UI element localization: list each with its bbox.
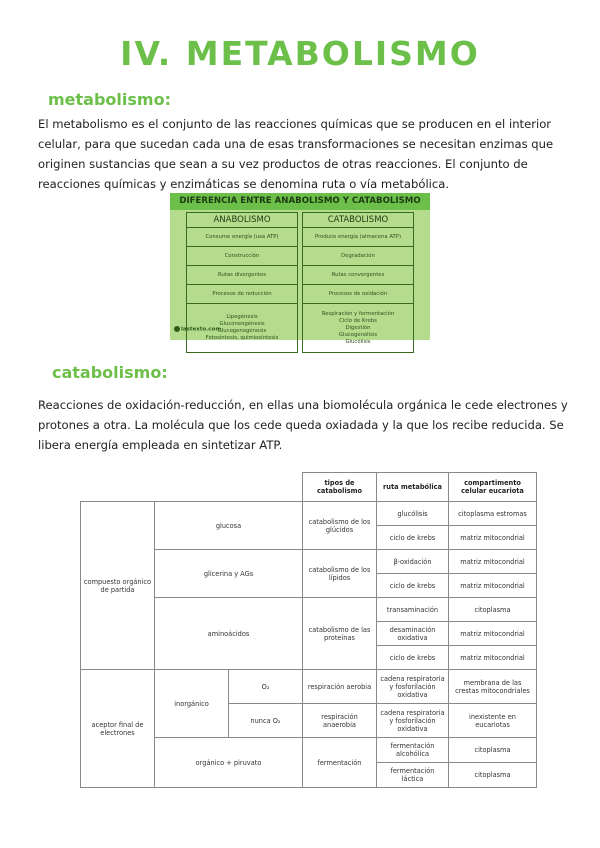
page-title: IV. METABOLISMO: [120, 34, 480, 73]
figure-cell: Rutas divergentes: [186, 265, 298, 284]
figure-cell: Produce energía (almacena ATP): [302, 227, 414, 246]
figure-cell: Procesos de reducción: [186, 284, 298, 303]
paragraph-catabolismo: Reacciones de oxidación-reducción, en ellas una biomolécula orgánica le cede electrones y protones a otra. La molécula que los cede queda oxiadada y la que los recibe reducida. Se libera energía empleada en sintetizar ATP.: [38, 398, 568, 452]
header-tipos: tipos de catabolismo: [303, 473, 377, 502]
heading-catabolismo: catabolismo:: [52, 363, 168, 382]
cell-fermentacion: fermentación: [303, 738, 377, 788]
cell-desaminacion: desaminación oxidativa: [377, 622, 449, 646]
cell-krebs: ciclo de krebs: [377, 526, 449, 550]
cell-krebs: ciclo de krebs: [377, 646, 449, 670]
header-compartimento: compartimento celular eucariota: [449, 473, 537, 502]
cell-glucosa: glucosa: [155, 502, 303, 550]
cell-matriz: matriz mitocondrial: [449, 574, 537, 598]
cell-lipidos: catabolismo de los lípidos: [303, 550, 377, 598]
header-ruta: ruta metabólica: [377, 473, 449, 502]
cell-beta-oxidacion: β-oxidación: [377, 550, 449, 574]
logo-icon: [174, 326, 180, 332]
cell-membrana: membrana de las crestas mitocondriales: [449, 670, 537, 704]
cell-nunca-o2: nunca O₂: [229, 704, 303, 738]
blank-cell: [81, 473, 303, 502]
figure-cell: Respiración y fermentación Ciclo de Krebs Digestión Glucogenólisis Glucólisis: [302, 303, 414, 353]
cell-o2: O₂: [229, 670, 303, 704]
cell-alcoholica: fermentación alcohólica: [377, 738, 449, 763]
cell-aminoacidos: aminoácidos: [155, 598, 303, 670]
catabolismo-column: [302, 212, 414, 353]
cell-glucidos: catabolismo de los glúcidos: [303, 502, 377, 550]
logo-text: lastexto.com: [181, 326, 222, 333]
cell-citoplasma: citoplasma: [449, 738, 537, 763]
metabolism-table: [80, 472, 537, 788]
cell-transaminacion: transaminación: [377, 598, 449, 622]
comparison-figure: [170, 193, 430, 345]
cell-glucolisis: glucólisis: [377, 502, 449, 526]
figure-cell: Construcción: [186, 246, 298, 265]
figure-title: DIFERENCIA ENTRE ANABOLISMO Y CATABOLISMO: [170, 193, 430, 210]
paragraph-metabolismo: El metabolismo es el conjunto de las reacciones químicas que se producen en el interior celular, para que sucedan cada una de esas transformaciones se necesitan enzimas que originen sustancias que sean a su vez productos de otras reacciones. El conjunto de reacciones químicas y enzimáticas se denomina ruta o vía metabólica.: [38, 117, 554, 191]
catabolismo-header: CATABOLISMO: [302, 212, 414, 227]
figure-cell: Rutas convergentes: [302, 265, 414, 284]
cell-cadena: cadena respiratoria y fosforilación oxidativa: [377, 670, 449, 704]
cell-matriz: matriz mitocondrial: [449, 550, 537, 574]
figure-cell: Consume energía (usa ATP): [186, 227, 298, 246]
cell-matriz: matriz mitocondrial: [449, 622, 537, 646]
cell-lactica: fermentación láctica: [377, 763, 449, 788]
cell-inorganico: inorgánico: [155, 670, 229, 738]
cell-krebs: ciclo de krebs: [377, 574, 449, 598]
row-group-compuesto: compuesto orgánico de partida: [81, 502, 155, 670]
figure-cell: Procesos de oxidación: [302, 284, 414, 303]
cell-cadena: cadena respiratoria y fosforilación oxidativa: [377, 704, 449, 738]
figure-cell: Lipogénesis Gluconeogénesis Glucogenogénesis Fotosíntesis, quimiosíntesis: [186, 303, 298, 353]
cell-proteinas: catabolismo de las proteínas: [303, 598, 377, 670]
cell-citoplasma: citoplasma: [449, 598, 537, 622]
cell-citoplasma: citoplasma: [449, 763, 537, 788]
row-group-aceptor: aceptor final de electrones: [81, 670, 155, 788]
figure-logo: [174, 326, 221, 333]
cell-citoplasma-estromas: citoplasma estromas: [449, 502, 537, 526]
cell-matriz: matriz mitocondrial: [449, 526, 537, 550]
anabolismo-header: ANABOLISMO: [186, 212, 298, 227]
cell-aerobia: respiración aerobia: [303, 670, 377, 704]
cell-inexistente: inexistente en eucariotas: [449, 704, 537, 738]
cell-organico-piruvato: orgánico + piruvato: [155, 738, 303, 788]
figure-cell: Degradación: [302, 246, 414, 265]
cell-anaerobia: respiración anaerobia: [303, 704, 377, 738]
cell-matriz: matriz mitocondrial: [449, 646, 537, 670]
heading-metabolismo: metabolismo:: [48, 90, 171, 109]
cell-glicerina: glicerina y AGs: [155, 550, 303, 598]
